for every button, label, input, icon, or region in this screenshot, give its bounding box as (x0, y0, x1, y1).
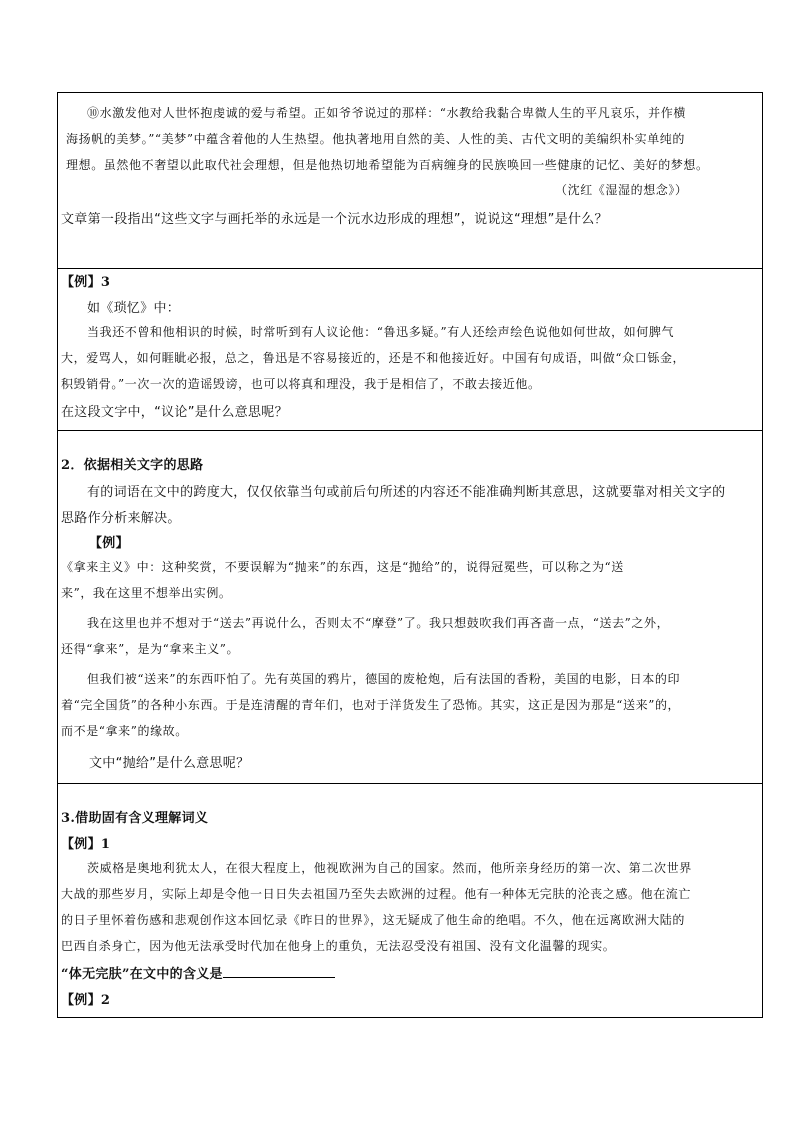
answer-blank[interactable] (223, 966, 335, 978)
row-divider (58, 268, 762, 269)
row-divider (58, 430, 762, 431)
content-table (57, 92, 763, 1018)
nalai-p1-line-2: 来”，我在这里不想举出实例。 (61, 586, 232, 600)
zweig-line-2: 大战的那些岁月，实际上却是令他一日日失去祖国乃至失去欧洲的过程。他有一种体无完肤的沦丧之感。他在流亡 (61, 887, 692, 901)
row-divider (58, 783, 762, 784)
example-3-intro: 如《琐忆》中： (87, 301, 181, 316)
excerpt-line-2: 大，爱骂人，如何睚眦必报，总之，鲁迅是不容易接近的，还是不和他接近好。中国有句成语，叫做“众口铄金， (61, 351, 686, 365)
question-3: 文中“抛给”是什么意思呢？ (89, 756, 250, 771)
nalai-p3-line-2: 着“完全国货”的各种小东西。于是连清醒的青年们，也对于洋货发生了恐怖。其实，这正是因为那是“送来”的， (61, 698, 681, 712)
example-1-heading: 【例】1 (61, 837, 111, 852)
question-2: 在这段文字中，“议论”是什么意思呢？ (61, 405, 288, 420)
example-3-heading: 【例】3 (61, 275, 111, 290)
section-3-heading: 3.借助固有含义理解词义 (61, 811, 209, 826)
nalai-p3-line-3: 而不是“拿来”的缘故。 (61, 724, 188, 738)
section-2-heading: 2．依据相关文字的思路 (61, 458, 204, 473)
zweig-line-4: 巴西自杀身亡，因为他无法承受时代加在他身上的重负，无法忍受没有祖国、没有文化温馨的现实。 (61, 939, 616, 953)
zweig-line-1: 茨威格是奥地利犹太人，在很大程度上，他视欧洲为自己的国家。然而，他所亲身经历的第一次、第二次世界 (87, 861, 692, 875)
paragraph-10-line-3: 理想。虽然他不奢望以此取代社会理想，但是他热切地希望能为百病缠身的民族唤回一些健康的记忆、美好的梦想。 (66, 158, 709, 172)
question-4 (61, 963, 335, 982)
example-2-heading: 【例】2 (61, 993, 111, 1008)
excerpt-line-3: 积毁销骨。”一次一次的造谣毁谤，也可以将真和理没，我于是相信了，不敢去接近他。 (61, 377, 541, 391)
nalai-p3-line-1: 但我们被“送来”的东西吓怕了。先有英国的鸦片，德国的废枪炮，后有法国的香粉，美国的电影，日本的印 (87, 672, 681, 686)
nalai-p2-line-2: 还得“拿来”，是为“拿来主义”。 (61, 642, 240, 656)
section-2-desc-line-2: 思路作分析来解决。 (61, 511, 181, 526)
section-2-desc-line-1: 有的词语在文中的跨度大，仅仅依靠当句或前后句所述的内容还不能准确判断其意思，这就要靠对相关文字的 (87, 485, 726, 500)
question-4-text: “体无完肤”在文中的含义是 (61, 967, 223, 982)
nalai-p2-line-1: 我在这里也并不想对于“送去”再说什么，否则太不“摩登”了。我只想鼓吹我们再吝啬一点，“送去”之外， (87, 616, 670, 630)
excerpt-line-1: 当我还不曾和他相识的时候，时常听到有人议论他：“鲁迅多疑。”有人还绘声绘色说他如何世故，如何脾气 (87, 325, 675, 339)
nalai-p1-line-1: 《拿来主义》中：这种奖赏，不要误解为“抛来”的东西，这是“抛给”的，说得冠冕些，可以称之为“送 (61, 560, 624, 574)
source-citation: （沈红《湿湿的想念》） (555, 183, 688, 197)
question-1: 文章第一段指出“这些文字与画托举的永远是一个沅水边形成的理想”，说说这“理想”是什么？ (61, 212, 608, 227)
paragraph-10-line-1: ⑩水激发他对人世怀抱虔诚的爱与希望。正如爷爷说过的那样：“水教给我黏合卑微人生的平凡哀乐，并作横 (87, 106, 686, 120)
example-heading: 【例】 (89, 536, 129, 551)
paragraph-10-line-2: 海扬帆的美梦。”“美梦”中蕴含着他的人生热望。他执著地用自然的美、人性的美、古代文明的美编织朴实单纯的 (66, 132, 686, 146)
zweig-line-3: 的日子里怀着伤感和悲观创作这本回忆录《昨日的世界》，这无疑成了他生命的绝唱。不久，他在远离欧洲大陆的 (61, 913, 686, 927)
